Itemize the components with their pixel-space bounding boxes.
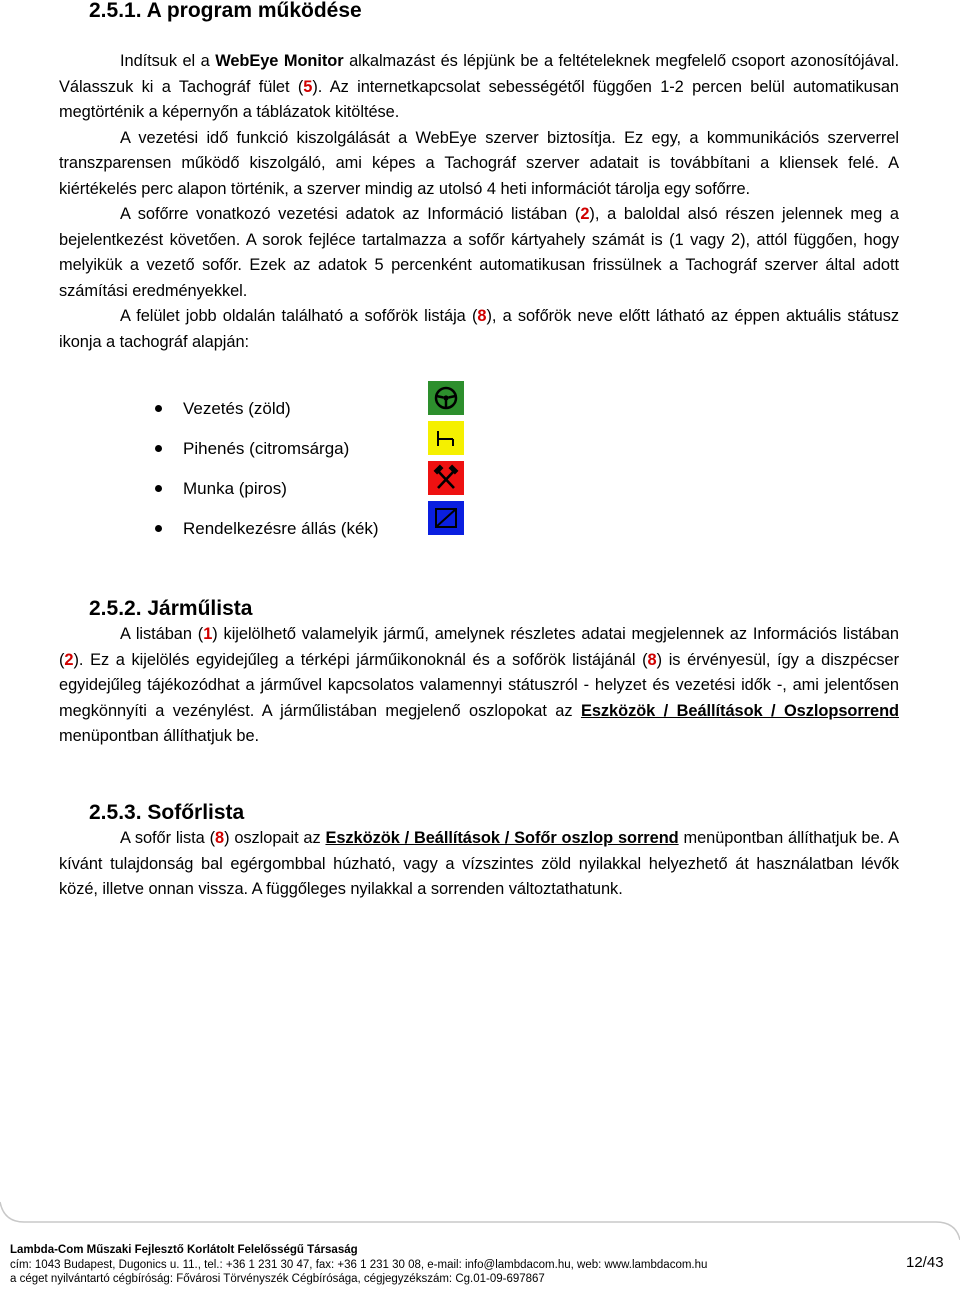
page-number: 12/43 (906, 1254, 944, 1271)
section-2-5-2-body (59, 622, 899, 750)
legend-item-available: Rendelkezésre állás (kék) (149, 514, 409, 544)
paragraph-intro: Indítsuk el a WebEye Monitor alkalmazást és lépjünk be a feltételeknek megfelelő csoport azonosítójával. Válasszuk ki a Tachográf fület (5). Az internetkapcsolat sebességétől függően 1-2 percen belül automatikusan megtörténik a képernyőn a táblázatok kitöltése. (59, 52, 899, 121)
paragraph-vehicle-list: A listában (1) kijelölhető valamelyik jármű, amelynek részletes adatai megjelennek az Információs listában (2). Ez a kijelölés egyidejűleg a térképi járműikonoknál és a sofőrök listájánál (8) is érvényesül, így a diszpécser egyidejűleg tájékozódhat a járművel kapcsolatos valamennyi státuszról - helyzet és vezetési idők -, ami jelentősen megkönnyíti a vezénylést. A járműlistában megjelenő oszlopokat az Eszközök / Beállítások / Oszlopsorrend menüpontban állíthatjuk be. (59, 625, 899, 745)
ref-number: 1 (203, 625, 213, 643)
bed-icon (428, 421, 464, 455)
paragraph-driver-data: A sofőrre vonatkozó vezetési adatok az Információ listában (2), a baloldal alsó részen jelennek meg a bejelentkezést követően. A sorok fejléce tartalmazza a sofőr kártyahely számát is (1 vagy 2), attól függően, hogy melyikük a vezető sofőr. Ezek az adatok 5 percenként automatikusan frissülnek a Tachográf szerver által adott számítási eredményekkel. (59, 205, 899, 300)
bullet (155, 445, 162, 452)
legend-item-driving: Vezetés (zöld) (149, 394, 409, 424)
ref-number: 8 (647, 650, 657, 669)
paragraph-server: A vezetési idő funkció kiszolgálását a WebEye szerver biztosítja. Ez egy, a kommunikációs szerverrel transzparensen működő kiszolgáló, ami képes a Tachográf szerver adatait is továbbítani a kliensek felé. A kiértékelés perc alapon történik, a szerver mindig az utolsó 4 heti információt tárolja egy sofőrre. (59, 128, 899, 198)
section-2-5-1-body (59, 49, 899, 355)
box-slash-icon (428, 501, 464, 535)
bullet (155, 405, 162, 412)
ref-number: 8 (215, 829, 225, 847)
legend-item-rest: Pihenés (citromsárga) (149, 434, 409, 464)
menu-path-link: Eszközök / Beállítások / Oszlopsorrend (580, 701, 899, 720)
section-2-5-3-body (59, 826, 899, 903)
menu-path-link: Eszközök / Beállítások / Sofőr oszlop sorrend (325, 829, 679, 847)
section-heading-2-5-1: 2.5.1. A program működése (89, 0, 362, 22)
hammers-icon (428, 461, 464, 495)
footer-address: cím: 1043 Budapest, Dugonics u. 11., tel.: +36 1 231 30 47, fax: +36 1 231 30 08, e-mail: info@lambdacom.hu, web: www.lambdacom.hu (10, 1259, 708, 1271)
ref-number: 5 (303, 77, 313, 96)
app-name: WebEye Monitor (215, 52, 344, 70)
section-heading-2-5-2: 2.5.2. Járműlista (89, 597, 253, 620)
footer-company: Lambda-Com Műszaki Fejlesztő Korlátolt Felelősségű Társaság (10, 1244, 358, 1256)
legend-item-work: Munka (piros) (149, 474, 409, 504)
paragraph-driver-list: A felület jobb oldalán található a sofőrök listája (8), a sofőrök neve előtt látható az éppen aktuális státusz ikonja a tachográf alapján: (59, 307, 899, 351)
footer-registry: a céget nyilvántartó cégbíróság: Fővárosi Törvényszék Cégbírósága, cégjegyzékszám: Cg.01-09-697867 (10, 1273, 545, 1285)
ref-number: 8 (477, 307, 487, 325)
steering-wheel-icon (428, 381, 464, 415)
footer-divider (0, 1200, 960, 1240)
ref-number: 2 (64, 650, 74, 669)
paragraph-driver-columns: A sofőr lista (8) oszlopait az Eszközök / Beállítások / Sofőr oszlop sorrend menüpontban állíthatjuk be. A kívánt tulajdonság bal egérgombbal húzható, vagy a vízszintes zöld nyilakkal helyezhető át használatban lévők közé, illetve onnan vissza. A függőleges nyilakkal a sorrenden változtathatunk. (59, 829, 900, 898)
section-heading-2-5-3: 2.5.3. Sofőrlista (89, 801, 245, 824)
ref-number: 2 (580, 205, 590, 223)
page-footer (0, 1200, 960, 1289)
bullet (155, 525, 162, 532)
bullet (155, 485, 162, 492)
